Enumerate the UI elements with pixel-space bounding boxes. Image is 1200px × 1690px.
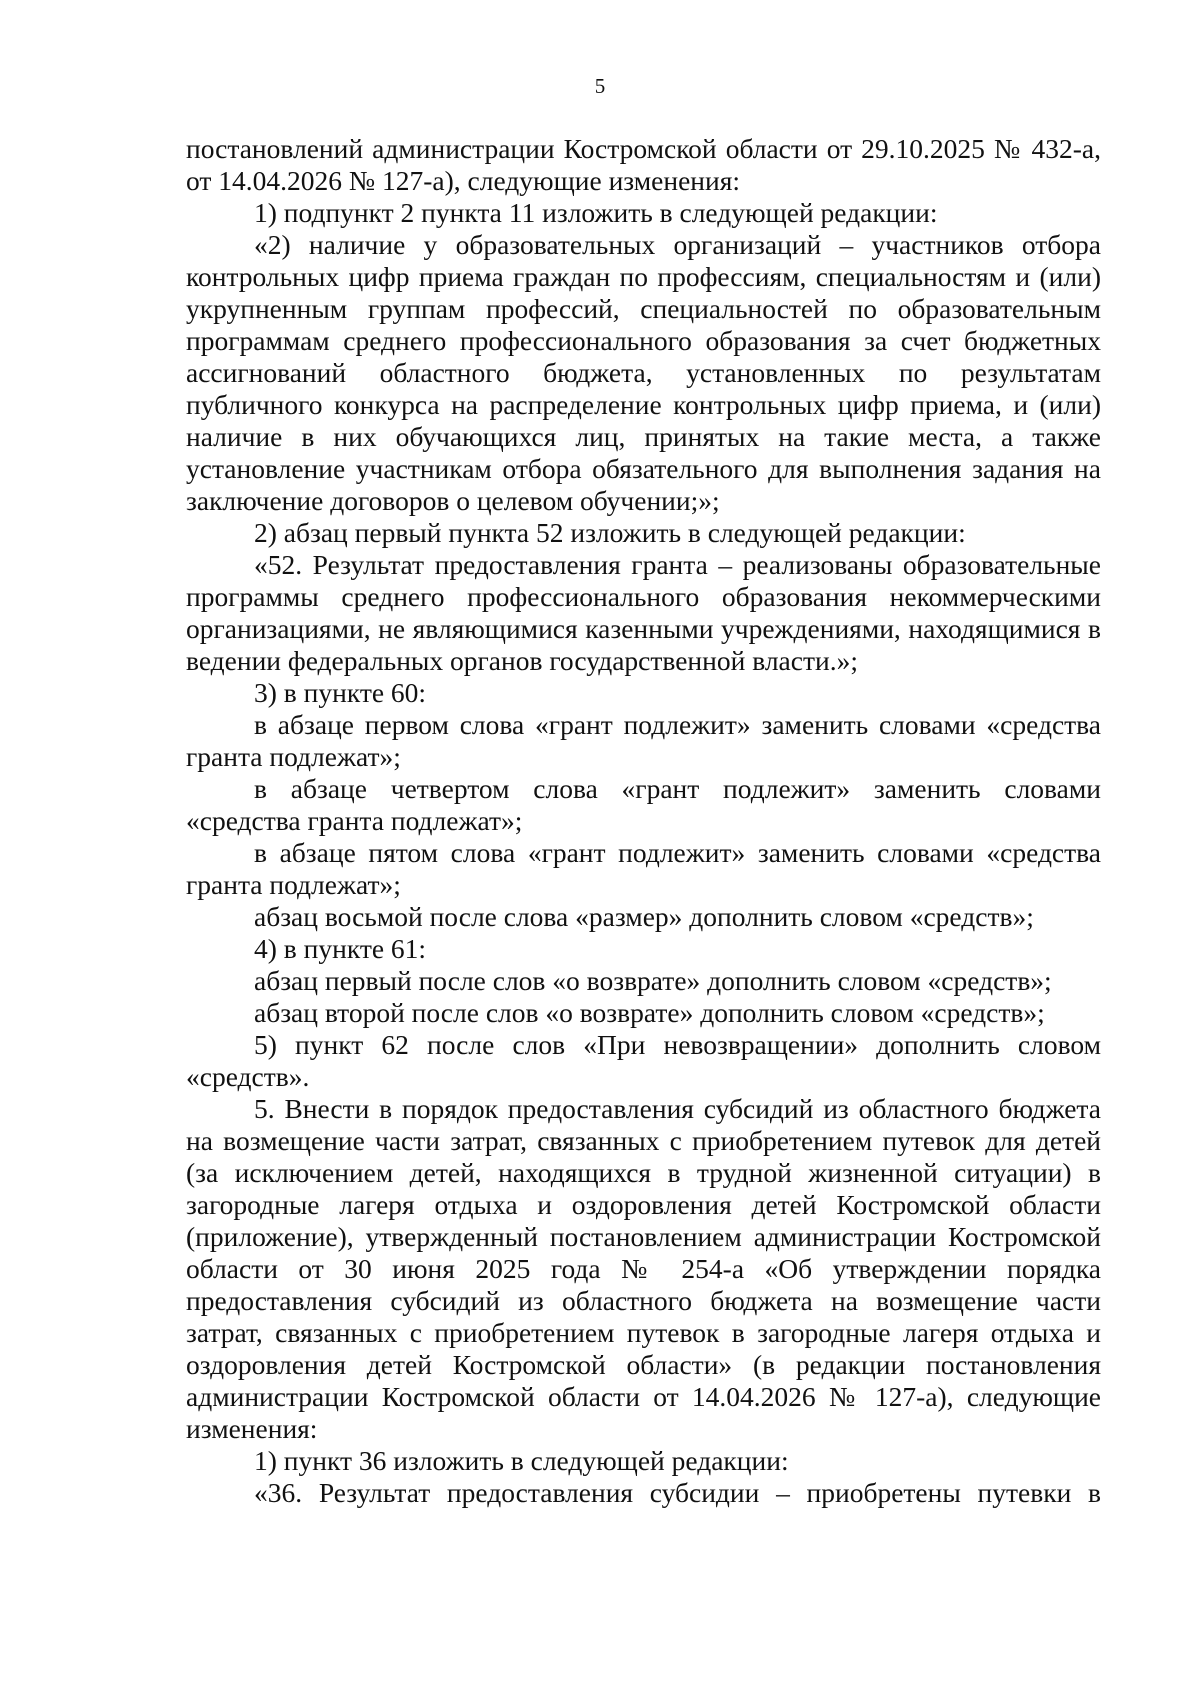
paragraph-quote-item-52: «52. Результат предоставления гранта – реализованы образовательные программы среднего профессионального образования некоммерческими организациями, не являющимися казенными учреждениями, находящимися в ведении федеральных органов государственной власти.»; [186, 549, 1101, 676]
paragraph-section-5-subitem-1: 1) пункт 36 изложить в следующей редакции: [254, 1445, 789, 1476]
paragraph-subitem-4: 4) в пункте 61: [254, 933, 427, 964]
paragraph-quote-item-36: «36. Результат предоставления субсидии – приобретены путевки в [254, 1477, 1101, 1508]
paragraph-amendment-fourth: в абзаце четвертом слова «грант подлежит» заменить словами «средства гранта подлежат»; [186, 773, 1101, 836]
paragraph-continuation: постановлений администрации Костромской области от 29.10.2025 № 432-а, от 14.04.2026 № 127-а), следующие изменения: [186, 133, 1101, 196]
paragraph-subitem-3: 3) в пункте 60: [254, 677, 427, 708]
paragraph-amendment-61-first: абзац первый после слов «о возврате» дополнить словом «средств»; [254, 965, 1052, 996]
paragraph-section-5: 5. Внести в порядок предоставления субсидий из областного бюджета на возмещение части затрат, связанных с приобретением путевок для детей (за исключением детей, находящихся в трудной жизненной ситуации) в загородные лагеря отдыха и оздоровления детей Костромской области (приложение), утвержденный постановлением администрации Костромской области от 30 июня 2025 года № 254-а «Об утверждении порядка предоставления субсидий из областного бюджета на возмещение части затрат, связанных с приобретением путевок в загородные лагеря отдыха и оздоровления детей Костромской области» (в редакции постановления администрации Костромской области от 14.04.2026 № 127-а), следующие изменения: [186, 1093, 1101, 1444]
paragraph-subitem-1: 1) подпункт 2 пункта 11 изложить в следующей редакции: [254, 197, 938, 228]
paragraph-amendment-eighth: абзац восьмой после слова «размер» дополнить словом «средств»; [254, 901, 1034, 932]
paragraph-subitem-5: 5) пункт 62 после слов «При невозвращении» дополнить словом «средств». [186, 1029, 1101, 1092]
paragraph-amendment-61-second: абзац второй после слов «о возврате» дополнить словом «средств»; [254, 997, 1045, 1028]
paragraph-amendment-fifth: в абзаце пятом слова «грант подлежит» заменить словами «средства гранта подлежат»; [186, 837, 1101, 900]
paragraph-amendment-first: в абзаце первом слова «грант подлежит» заменить словами «средства гранта подлежат»; [186, 709, 1101, 772]
document-body [186, 133, 1101, 1509]
paragraph-subitem-2: 2) абзац первый пункта 52 изложить в следующей редакции: [254, 517, 966, 548]
paragraph-quote-item-2: «2) наличие у образовательных организаций – участников отбора контрольных цифр приема граждан по профессиям, специальностям и (или) укрупненным группам профессий, специальностей по образовательным программам среднего профессионального образования за счет бюджетных ассигнований областного бюджета, установленных по результатам публичного конкурса на распределение контрольных цифр приема, и (или) наличие в них обучающихся лиц, принятых на такие места, а также установление участникам отбора обязательного для выполнения задания на заключение договоров о целевом обучении;»; [186, 229, 1101, 516]
page-number: 5 [594, 74, 606, 98]
